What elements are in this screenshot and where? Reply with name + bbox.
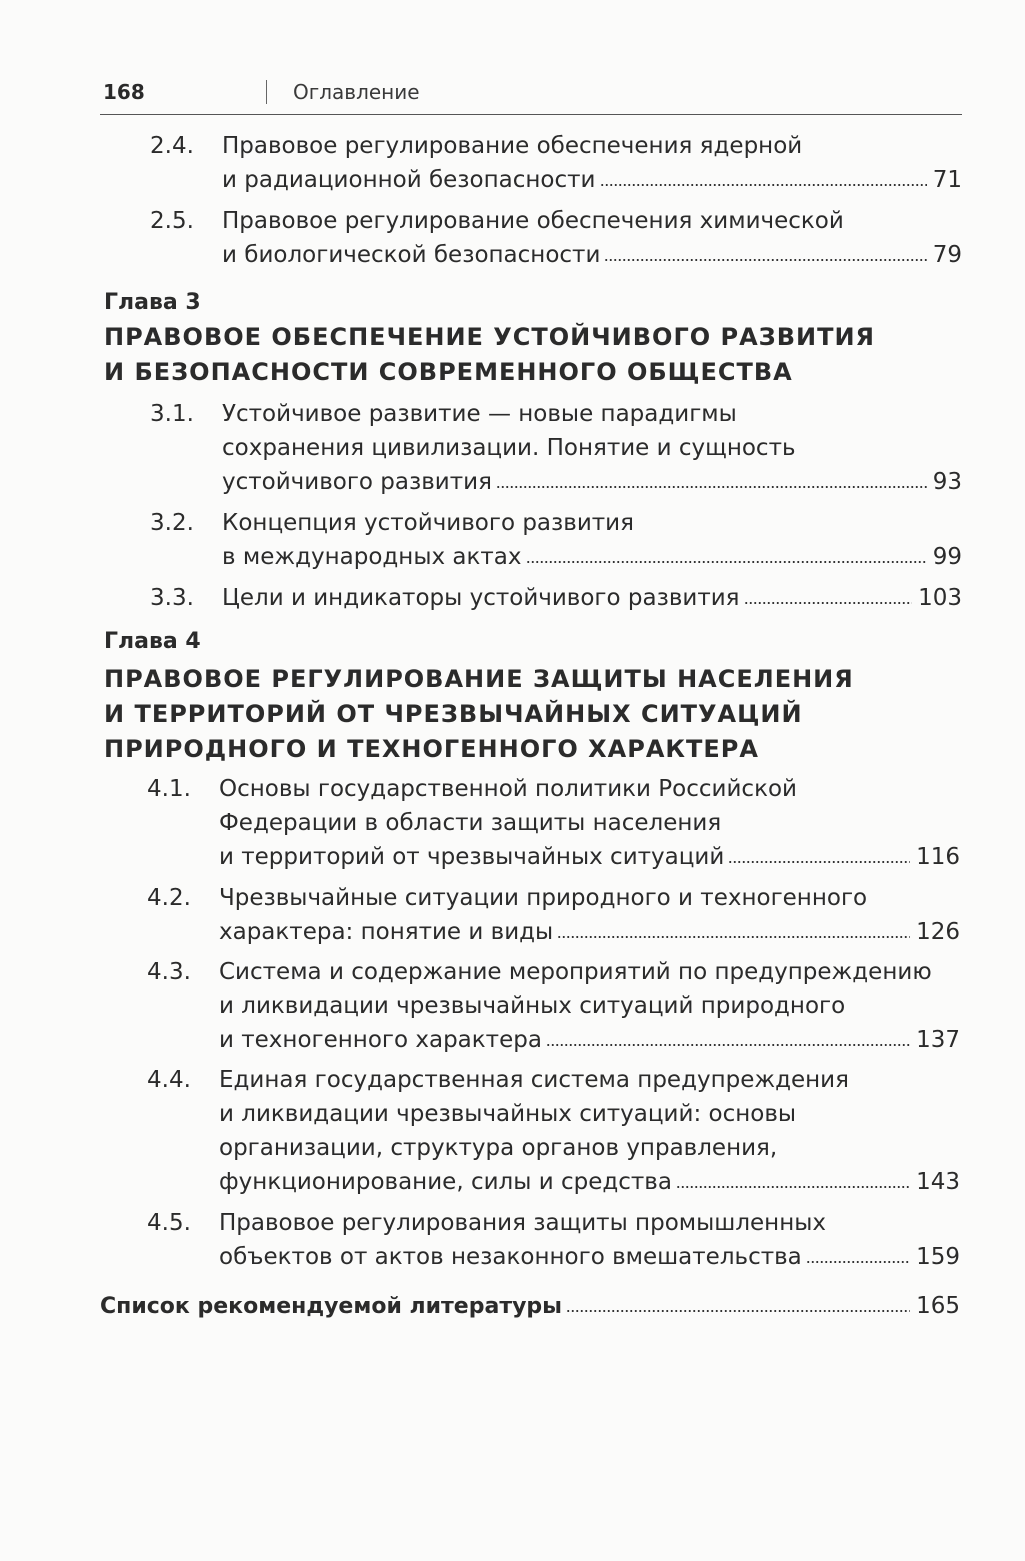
toc-entry-text: и биологической безопасности bbox=[222, 242, 601, 268]
toc-entry-text: Основы государственной политики Российской bbox=[219, 776, 797, 802]
toc-entry-text: Правовое регулирования защиты промышленных bbox=[219, 1210, 827, 1236]
toc-entry-number: 4.3. bbox=[147, 959, 191, 985]
dot-leader bbox=[744, 583, 913, 605]
chapter-title: ПРИРОДНОГО И ТЕХНОГЕННОГО ХАРАКТЕРА bbox=[104, 735, 759, 763]
toc-entry-text: и ликвидации чрезвычайных ситуаций природного bbox=[219, 993, 846, 1019]
toc-page-number: 126 bbox=[916, 919, 960, 945]
toc-entry-text: и радиационной безопасности bbox=[222, 167, 596, 193]
toc-entry-number: 2.5. bbox=[150, 208, 194, 234]
toc-page-number: 71 bbox=[932, 167, 962, 193]
running-title: Оглавление bbox=[293, 80, 420, 104]
toc-entry-text: Единая государственная система предупреждения bbox=[219, 1067, 849, 1093]
toc-entry-number: 3.3. bbox=[150, 585, 194, 611]
toc-entry-4-5[interactable] bbox=[219, 1241, 960, 1273]
dot-leader bbox=[600, 165, 927, 187]
toc-entry-number: 3.1. bbox=[150, 401, 194, 427]
toc-entry-text: Правовое регулирование обеспечения ядерной bbox=[222, 133, 803, 159]
toc-entry-4-2[interactable] bbox=[219, 916, 960, 948]
toc-page-number: 143 bbox=[916, 1169, 960, 1195]
toc-entry-text: функционирование, силы и средства bbox=[219, 1169, 672, 1195]
toc-page-number: 103 bbox=[918, 585, 962, 611]
toc-entry-4-3[interactable] bbox=[219, 1024, 960, 1056]
toc-entry-text: Правовое регулирование обеспечения химической bbox=[222, 208, 844, 234]
dot-leader bbox=[604, 240, 926, 262]
toc-entry-2-5[interactable] bbox=[222, 239, 962, 271]
dot-leader bbox=[728, 842, 910, 864]
chapter-label: Глава 3 bbox=[104, 290, 201, 315]
toc-page-number: 116 bbox=[916, 844, 960, 870]
dot-leader bbox=[526, 542, 927, 564]
toc-page-number: 99 bbox=[932, 544, 962, 570]
toc-page-number: 93 bbox=[932, 469, 962, 495]
toc-entry-number: 4.2. bbox=[147, 885, 191, 911]
toc-entry-text: Цели и индикаторы устойчивого развития bbox=[222, 585, 740, 611]
toc-entry-text: характера: понятие и виды bbox=[219, 919, 554, 945]
toc-entry-number: 3.2. bbox=[150, 510, 194, 536]
toc-page-number: 79 bbox=[932, 242, 962, 268]
toc-entry-number: 4.4. bbox=[147, 1067, 191, 1093]
toc-entry-text: в международных актах bbox=[222, 544, 522, 570]
dot-leader bbox=[566, 1291, 910, 1313]
bibliography-label: Список рекомендуемой литературы bbox=[100, 1294, 563, 1319]
dot-leader bbox=[546, 1025, 910, 1047]
toc-entry-number: 2.4. bbox=[150, 133, 194, 159]
toc-entry-text: и техногенного характера bbox=[219, 1027, 542, 1053]
chapter-label: Глава 4 bbox=[104, 629, 201, 654]
chapter-title: И БЕЗОПАСНОСТИ СОВРЕМЕННОГО ОБЩЕСТВА bbox=[104, 358, 793, 386]
toc-entry-4-1[interactable] bbox=[219, 841, 960, 873]
toc-entry-text: организации, структура органов управления, bbox=[219, 1135, 778, 1161]
dot-leader bbox=[557, 917, 910, 939]
dot-leader bbox=[806, 1242, 910, 1264]
dot-leader bbox=[676, 1167, 910, 1189]
toc-entry-text: Концепция устойчивого развития bbox=[222, 510, 634, 536]
toc-entry-text: Федерации в области защиты населения bbox=[219, 810, 722, 836]
toc-page-number: 165 bbox=[916, 1293, 960, 1319]
toc-entry-text: сохранения цивилизации. Понятие и сущность bbox=[222, 435, 796, 461]
toc-entry-number: 4.5. bbox=[147, 1210, 191, 1236]
toc-entry-3-3[interactable] bbox=[222, 582, 962, 614]
toc-entry-text: объектов от актов незаконного вмешательства bbox=[219, 1244, 802, 1270]
toc-entry-3-2[interactable] bbox=[222, 541, 962, 573]
toc-page-number: 137 bbox=[916, 1027, 960, 1053]
toc-page-number: 159 bbox=[916, 1244, 960, 1270]
chapter-title: ПРАВОВОЕ РЕГУЛИРОВАНИЕ ЗАЩИТЫ НАСЕЛЕНИЯ bbox=[104, 665, 854, 693]
toc-entry-2-4[interactable] bbox=[222, 164, 962, 196]
chapter-title: ПРАВОВОЕ ОБЕСПЕЧЕНИЕ УСТОЙЧИВОГО РАЗВИТИЯ bbox=[104, 323, 876, 351]
page-number: 168 bbox=[103, 80, 145, 104]
toc-entry-4-4[interactable] bbox=[219, 1166, 960, 1198]
toc-entry-text: и территорий от чрезвычайных ситуаций bbox=[219, 844, 725, 870]
toc-entry-bibliography[interactable] bbox=[100, 1290, 960, 1323]
chapter-title: И ТЕРРИТОРИЙ ОТ ЧРЕЗВЫЧАЙНЫХ СИТУАЦИЙ bbox=[104, 700, 803, 728]
toc-entry-text: и ликвидации чрезвычайных ситуаций: основы bbox=[219, 1101, 797, 1127]
toc-entry-text: Система и содержание мероприятий по предупреждению bbox=[219, 959, 932, 985]
dot-leader bbox=[496, 467, 927, 489]
toc-entry-text: устойчивого развития bbox=[222, 469, 492, 495]
toc-entry-3-1[interactable] bbox=[222, 466, 962, 498]
toc-entry-text: Устойчивое развитие — новые парадигмы bbox=[222, 401, 737, 427]
toc-entry-number: 4.1. bbox=[147, 776, 191, 802]
toc-entry-text: Чрезвычайные ситуации природного и техногенного bbox=[219, 885, 868, 911]
